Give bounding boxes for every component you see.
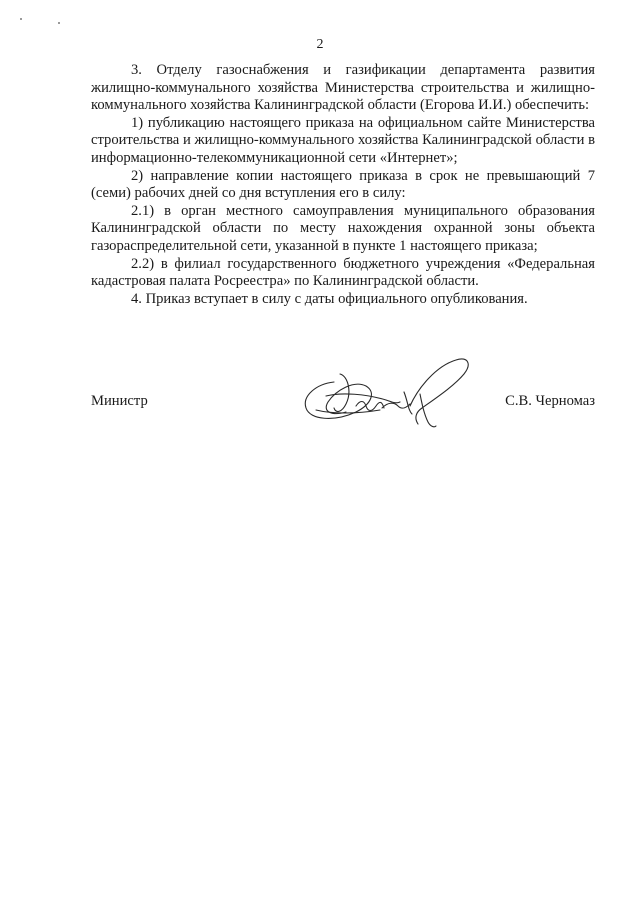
signatory-name: С.В. Черномаз xyxy=(505,393,595,409)
signature-block xyxy=(91,393,595,413)
document-body xyxy=(91,62,595,308)
signatory-title: Министр xyxy=(91,393,148,409)
paragraph-item-3-2-1: 2.1) в орган местного самоуправления муниципального образования Калининградской области по месту нахождения охранной зоны объекта газораспределительной сети, указанной в пункте 1 настоящего приказа; xyxy=(91,202,595,254)
paragraph-item-3-2-2: 2.2) в филиал государственного бюджетного учреждения «Федеральная кадастровая палата Росреестра» по Калининградской области. xyxy=(91,255,595,290)
paragraph-item-3: 3. Отделу газоснабжения и газификации департамента развития жилищно-коммунального хозяйства Министерства строительства и жилищно-коммунального хозяйства Калининградской области (Егорова И.И.) обеспечить: xyxy=(91,62,595,114)
paragraph-item-3-2: 2) направление копии настоящего приказа в срок не превышающий 7 (семи) рабочих дней со дня вступления его в силу: xyxy=(91,167,595,202)
page-number: 2 xyxy=(316,37,324,52)
paragraph-item-4: 4. Приказ вступает в силу с даты официального опубликования. xyxy=(131,290,528,307)
scan-speck xyxy=(20,18,22,20)
paragraph-item-3-1: 1) публикацию настоящего приказа на официальном сайте Министерства строительства и жилищно-коммунального хозяйства Калининградской области в информационно-телекоммуникационной сети «Интернет»; xyxy=(91,114,595,166)
scan-speck xyxy=(58,22,60,24)
